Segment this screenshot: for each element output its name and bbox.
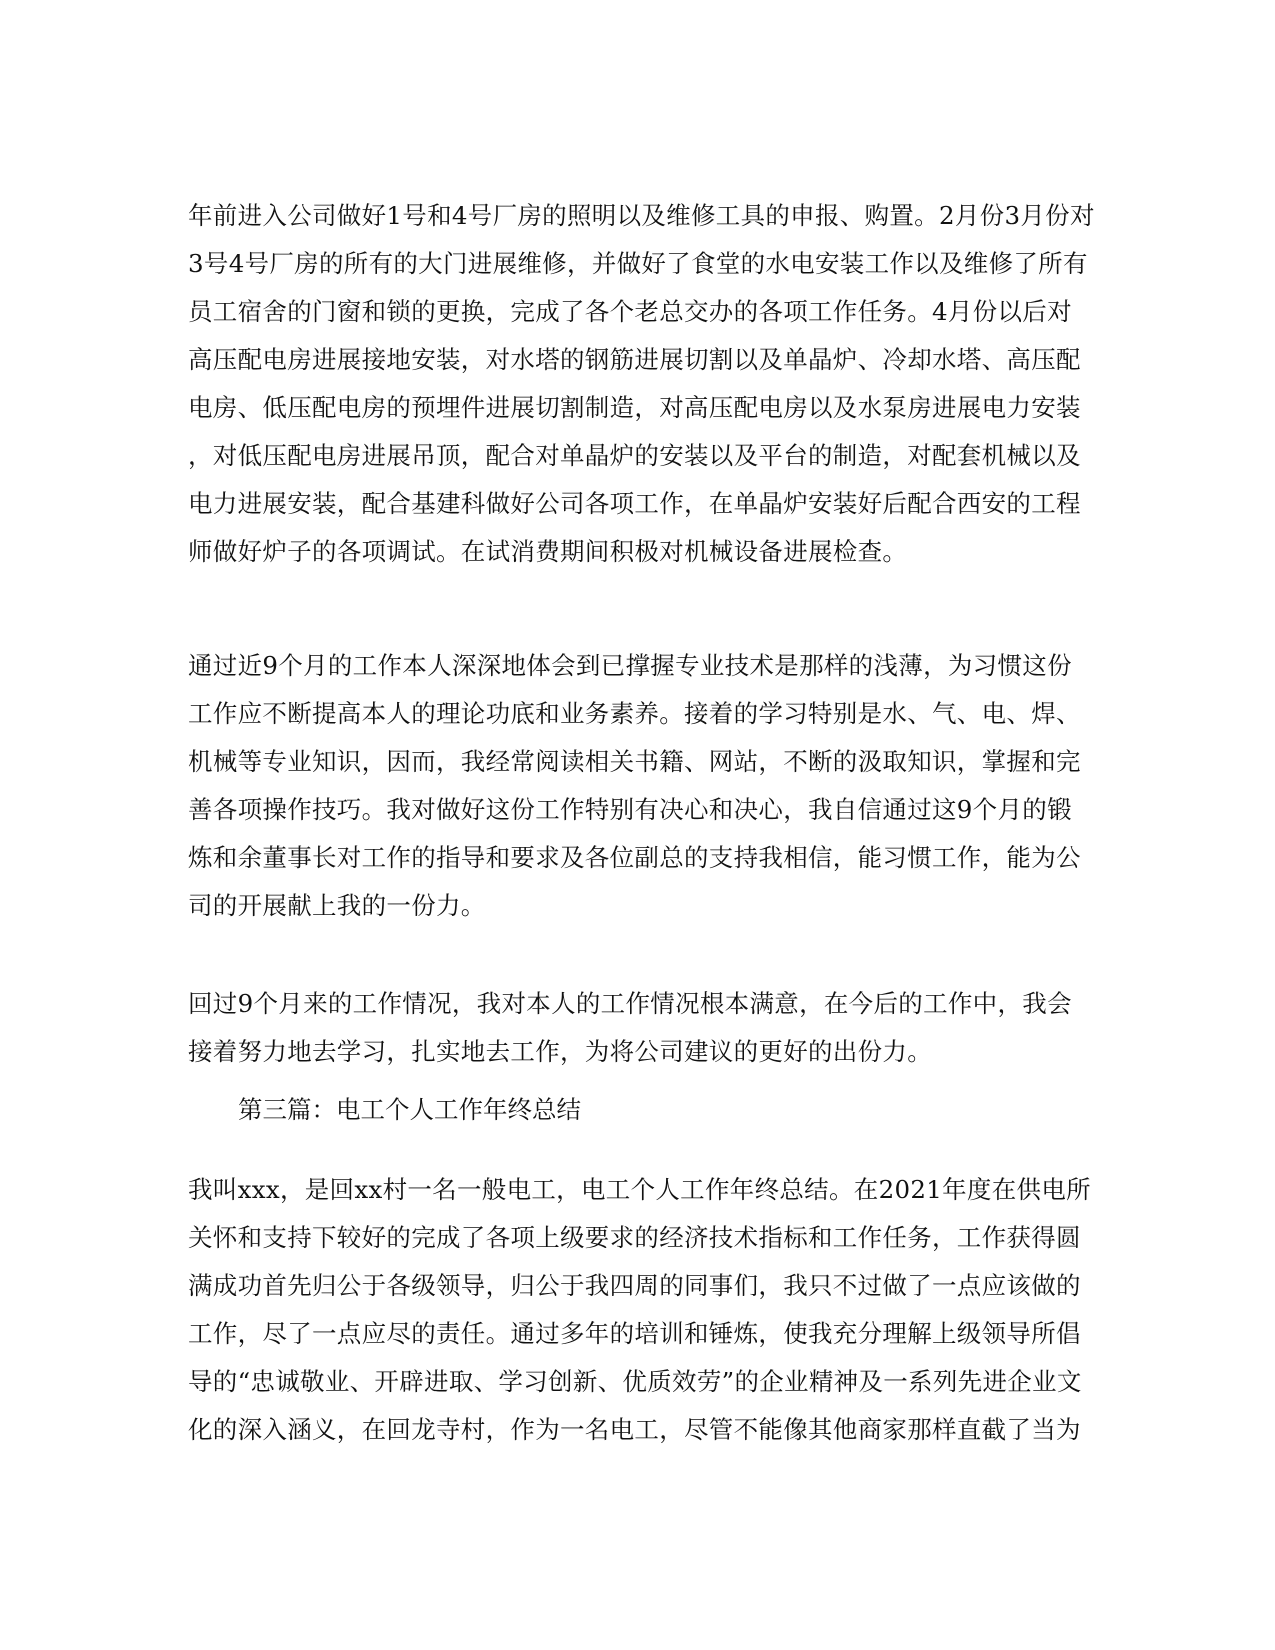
text-line: 导的“忠诚敬业、开辟进取、学习创新、优质效劳”的企业精神及一系列先进企业文 — [188, 1367, 1082, 1396]
text-line: 年前进入公司做好1号和4号厂房的照明以及维修工具的申报、购置。2月份3月份对 — [188, 201, 1095, 230]
text-line: ，对低压配电房进展吊顶，配合对单晶炉的安装以及平台的制造，对配套机械以及 — [188, 441, 1081, 470]
text-line: 3号4号厂房的所有的大门进展维修，并做好了食堂的水电安装工作以及维修了所有 — [188, 249, 1088, 278]
paragraph-2 — [188, 642, 1088, 930]
paragraph-4 — [188, 1166, 1091, 1454]
text-line: 回过9个月来的工作情况，我对本人的工作情况根本满意，在今后的工作中，我会 — [188, 989, 1072, 1018]
text-line: 司的开展献上我的一份力。 — [188, 891, 486, 920]
text-line: 我叫xxx，是回xx村一名一般电工，电工个人工作年终总结。在2021年度在供电所 — [188, 1175, 1091, 1204]
text-line: 善各项操作技巧。我对做好这份工作特别有决心和决心，我自信通过这9个月的锻 — [188, 795, 1072, 824]
text-line: 关怀和支持下较好的完成了各项上级要求的经济技术指标和工作任务，工作获得圆 — [188, 1223, 1081, 1252]
text-line: 机械等专业知识，因而，我经常阅读相关书籍、网站，不断的汲取知识，掌握和完 — [188, 747, 1081, 776]
section-heading: 第三篇：电工个人工作年终总结 — [238, 1095, 581, 1124]
text-line: 高压配电房进展接地安装，对水塔的钢筋进展切割以及单晶炉、冷却水塔、高压配 — [188, 345, 1081, 374]
text-line: 满成功首先归公于各级领导，归公于我四周的同事们，我只不过做了一点应该做的 — [188, 1271, 1081, 1300]
text-line: 接着努力地去学习，扎实地去工作，为将公司建议的更好的出份力。 — [188, 1037, 932, 1066]
text-line: 炼和余董事长对工作的指导和要求及各位副总的支持我相信，能习惯工作，能为公 — [188, 843, 1081, 872]
text-line: 通过近9个月的工作本人深深地体会到已撑握专业技术是那样的浅薄，为习惯这份 — [188, 651, 1072, 680]
text-line: 化的深入涵义，在回龙寺村，作为一名电工，尽管不能像其他商家那样直截了当为 — [188, 1415, 1081, 1444]
text-line: 工作，尽了一点应尽的责任。通过多年的培训和锤炼，使我充分理解上级领导所倡 — [188, 1319, 1081, 1348]
text-line: 员工宿舍的门窗和锁的更换，完成了各个老总交办的各项工作任务。4月份以后对 — [188, 297, 1072, 326]
paragraph-1 — [188, 192, 1095, 576]
text-line: 电力进展安装，配合基建科做好公司各项工作，在单晶炉安装好后配合西安的工程 — [188, 489, 1081, 518]
text-line: 师做好炉子的各项调试。在试消费期间积极对机械设备进展检查。 — [188, 537, 908, 566]
text-line: 电房、低压配电房的预埋件进展切割制造，对高压配电房以及水泵房进展电力安装 — [188, 393, 1081, 422]
paragraph-3 — [188, 980, 1088, 1076]
text-line: 工作应不断提高本人的理论功底和业务素养。接着的学习特别是水、气、电、焊、 — [188, 699, 1081, 728]
